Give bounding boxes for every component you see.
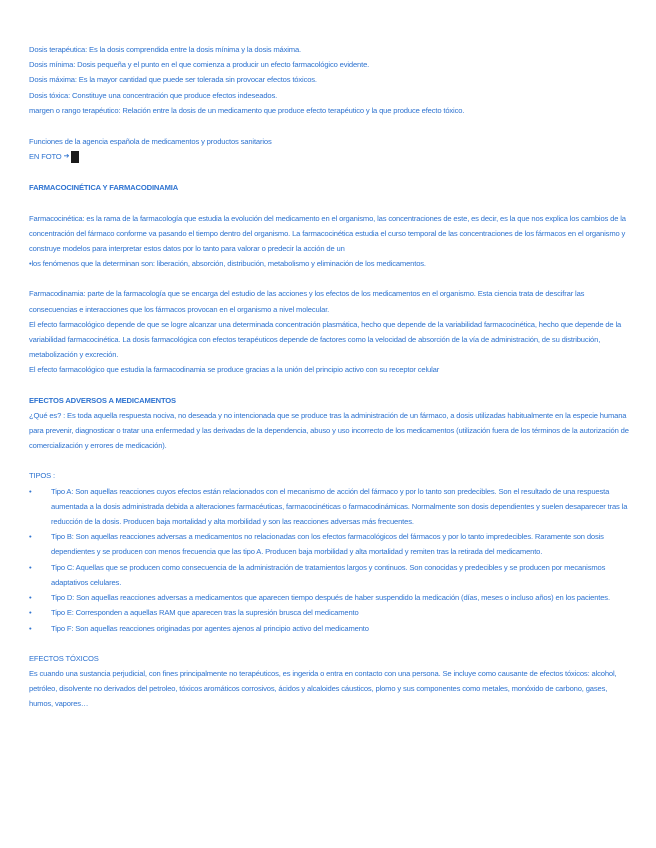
foto-line <box>29 149 629 164</box>
tipo-b-text: Tipo B: Son aquellas reacciones adversas a medicamentos no relacionadas con los efectos farmacológicos del fármacos y por lo tanto impredecibles. Raramente son dosis dependientes y se producen con menos frecuencia que las tipo A. Producen baja morbilidad y alta mortalidad y remiten tras la retirada del medicamento. <box>51 532 604 557</box>
definition-dosis-toxica: Dosis tóxica: Constituye una concentración que produce efectos indeseados. <box>29 90 278 100</box>
paragraph-que-es: ¿Qué es? : Es toda aquella respuesta nociva, no deseada y no intencionada que se produce tras la administración de un fármaco, a dosis utilizadas habitualmente en la especie humana para prevenir, diagnosticar o tratar una enfermedad y las derivadas de la dependencia, abuso y uso incorrecto de los medicamentos (utilización fuera de los términos de la autorización de comercialización y errores de medicación). <box>29 410 629 451</box>
bullet-icon: • <box>29 593 32 603</box>
bullet-icon: • <box>29 532 32 542</box>
section-heading-efectos-toxicos: EFECTOS TÓXICOS <box>29 653 99 663</box>
list-item-tipo-b <box>29 529 629 559</box>
section-heading-farmacocinetica: FARMACOCINÉTICA Y FARMACODINAMIA <box>29 183 179 193</box>
functions-title: Funciones de la agencia española de medicamentos y productos sanitarios <box>29 137 272 147</box>
list-item-tipo-e <box>29 605 629 620</box>
paragraph-receptor-celular: El efecto farmacológico que estudia la farmacodinamia se produce gracias a la unión del principio activo con su receptor celular <box>29 365 440 375</box>
bullet-icon: • <box>29 486 32 496</box>
paragraph-fenomenos: •los fenómenos que la determinan son: liberación, absorción, distribución, metabolismo y eliminación de los medicamentos. <box>29 259 426 269</box>
arrow-right-icon: ➔ <box>63 153 70 161</box>
list-item-tipo-d <box>29 590 629 605</box>
definition-margen-terapeutico: margen o rango terapéutico: Relación entre la dosis de un medicamento que produce efecto terapéutico y la que produce efecto tóxico. <box>29 105 465 115</box>
tipo-c-text: Tipo C: Aquellas que se producen como consecuencia de la administración de tratamientos largos y continuos. Son conocidas y predecibles y se producen por mecanismos adaptativos celulares. <box>51 562 606 587</box>
tipo-a-text: Tipo A: Son aquellas reacciones cuyos efectos están relacionados con el mecanismo de acción del fármaco y por lo tanto son predecibles. Son el resultado de una respuesta aumentada a la dosis administrada debida a alteraciones farmacéuticas, farmacocinéticas o farmacodinámicas. Normalmente son dosis dependientes y suelen desaparecer tras la reducción de la dosis. Producen baja mortalidad y alta morbilidad y son las reacciones adversas más frecuentes. <box>51 486 628 527</box>
document-page <box>29 42 629 712</box>
bullet-icon: • <box>29 608 32 618</box>
tipo-e-text: Tipo E: Corresponden a aquellas RAM que aparecen tras la supresión brusca del medicamento <box>51 608 359 618</box>
paragraph-efecto-farmacologico: El efecto farmacológico depende de que se logre alcanzar una determinada concentración plasmática, hecho que depende de la variabilidad farmacocinética, hecho que depende de la variabilidad farmacocinética. La dosis farmacológica con efectos terapéuticos depende de factores como la velocidad de absorción de la vía de administración, de su distribución, metabolización y excreción. <box>29 319 622 360</box>
list-item-tipo-f <box>29 621 629 636</box>
tipo-d-text: Tipo D: Son aquellas reacciones adversas a medicamentos que aparecen tiempo después de haber suspendido la medicación (días, meses o incluso años) en los pacientes. <box>51 593 610 603</box>
photo-thumbnail[interactable] <box>71 151 79 163</box>
paragraph-efectos-toxicos: Es cuando una sustancia perjudicial, con fines principalmente no terapéuticos, es ingerida o entra en contacto con una persona. Se incluye como causante de efectos tóxicos: alcohol, petróleo, disolvente no derivados del petroleo, tóxicos aromáticos corrosivos, ácidos y alcaloides cáusticos, plomo y sus componentes como metales, monóxido de carbono, gases, humos, vapores… <box>29 668 617 709</box>
bullet-icon: • <box>29 562 32 572</box>
definition-dosis-minima: Dosis mínima: Dosis pequeña y el punto en el que comienza a producir un efecto farmacológico evidente. <box>29 60 370 70</box>
definition-dosis-maxima: Dosis máxima: Es la mayor cantidad que puede ser tolerada sin provocar efectos tóxicos. <box>29 75 317 85</box>
paragraph-farmacocinetica: Farmacocinética: es la rama de la farmacología que estudia la evolución del medicamento en el organismo, las concentraciones de este, es decir, es la que nos explica los cambios de la concentración del fármaco conforme va pasando el tiempo dentro del organismo. La farmacocinética estudia el curso temporal de las concentraciones de los fármacos en el organismo y construye modelos para interpretar estos datos por lo tanto para valorar o predecir la acción de un <box>29 213 626 254</box>
bullet-icon: • <box>29 623 32 633</box>
tipo-f-text: Tipo F: Son aquellas reacciones originadas por agentes ajenos al principio activo del medicamento <box>51 623 369 633</box>
definition-dosis-terapeutica: Dosis terapéutica: Es la dosis comprendida entre la dosis mínima y la dosis máxima. <box>29 45 302 54</box>
section-heading-efectos-adversos: EFECTOS ADVERSOS A MEDICAMENTOS <box>29 395 176 405</box>
list-item-tipo-c <box>29 560 629 590</box>
paragraph-farmacodinamia: Farmacodinamia: parte de la farmacología que se encarga del estudio de las acciones y los efectos de los medicamentos en el organismo. Esta ciencia trata de descifrar las consecuencias e interacciones que los fármacos provocan en el organismo a nivel molecular. <box>29 289 585 314</box>
tipos-label: TIPOS : <box>29 471 55 481</box>
foto-label: EN FOTO <box>29 152 62 162</box>
list-item-tipo-a <box>29 484 629 530</box>
